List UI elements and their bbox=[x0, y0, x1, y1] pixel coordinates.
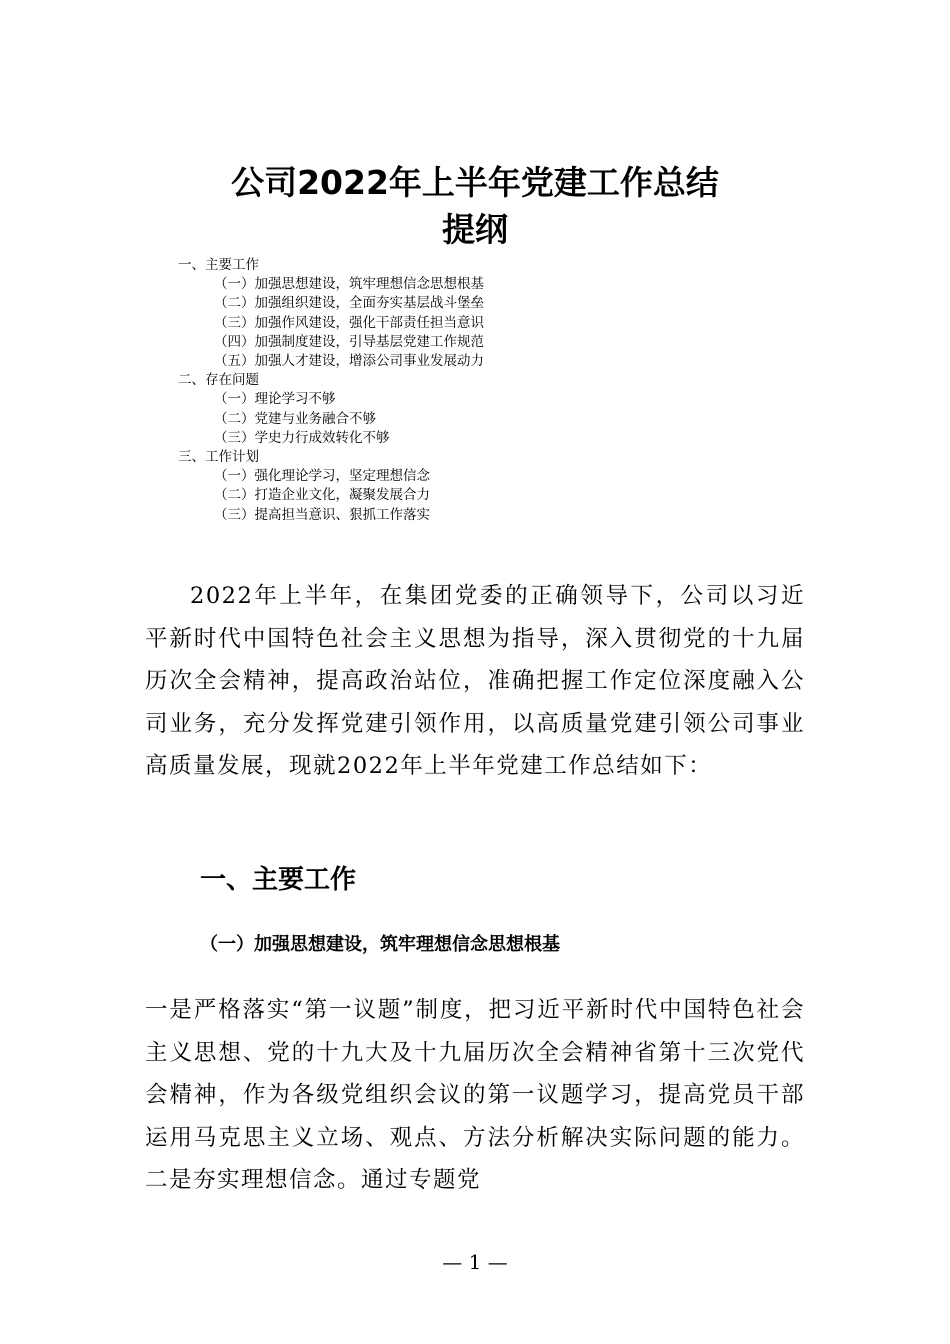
outline-section-1 bbox=[178, 256, 738, 371]
outline-item: （五）加强人才建设，增添公司事业发展动力 bbox=[214, 353, 484, 370]
outline-item: （四）加强制度建设，引导基层党建工作规范 bbox=[214, 333, 484, 350]
outline-item: （三）加强作风建设，强化干部责任担当意识 bbox=[214, 314, 484, 331]
outline bbox=[178, 256, 738, 525]
outline-item: （一）加强思想建设，筑牢理想信念思想根基 bbox=[214, 276, 484, 293]
document-title: 公司2022年上半年党建工作总结 bbox=[231, 163, 719, 202]
subsection-heading: （一）加强思想建设，筑牢理想信念思想根基 bbox=[200, 934, 560, 955]
page-number: — 1 — bbox=[442, 1250, 508, 1274]
outline-heading: 一、主要工作 bbox=[178, 257, 259, 273]
outline-heading: 二、存在问题 bbox=[178, 372, 259, 389]
section-heading: 一、主要工作 bbox=[200, 865, 357, 895]
outline-item: （一）强化理论学习，坚定理想信念 bbox=[214, 468, 430, 485]
outline-item: （二）加强组织建设，全面夯实基层战斗堡垒 bbox=[214, 295, 484, 312]
body-paragraph: 一是严格落实“第一议题”制度，把习近平新时代中国特色社会主义思想、党的十九大及十九届历次全会精神省第十三次党代会精神，作为各级党组织会议的第一议题学习，提高党员干部运用马克思主义立场、观点、方法分析解决实际问题的能力。二是夯实理想信念。通过专题党 bbox=[145, 997, 805, 1193]
intro-paragraph: 2022年上半年，在集团党委的正确领导下，公司以习近平新时代中国特色社会主义思想为指导，深入贯彻党的十九届历次全会精神，提高政治站位，准确把握工作定位深度融入公司业务，充分发挥党建引领作用，以高质量党建引领公司事业高质量发展，现就2022年上半年党建工作总结如下： bbox=[145, 583, 805, 779]
outline-item: （二）打造企业文化，凝聚发展合力 bbox=[214, 487, 430, 504]
document-subtitle: 提纲 bbox=[442, 210, 508, 249]
outline-heading: 三、工作计划 bbox=[178, 449, 259, 466]
outline-section-2 bbox=[178, 371, 738, 448]
outline-item: （三）学史力行成效转化不够 bbox=[214, 429, 390, 446]
outline-item: （二）党建与业务融合不够 bbox=[214, 410, 376, 427]
outline-item: （三）提高担当意识、狠抓工作落实 bbox=[214, 506, 430, 523]
outline-section-3 bbox=[178, 448, 738, 525]
outline-item: （一）理论学习不够 bbox=[214, 391, 336, 408]
